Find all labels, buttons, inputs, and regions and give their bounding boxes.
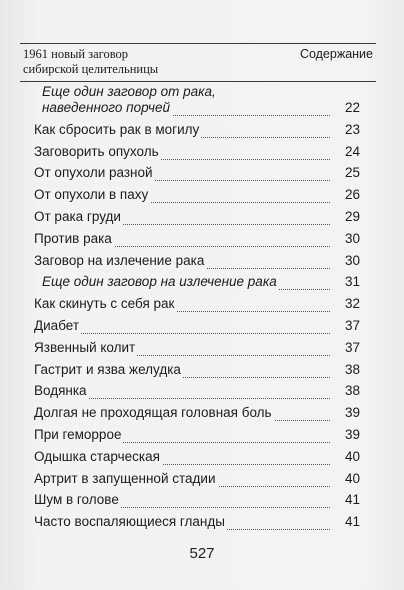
toc-entry (34, 250, 360, 272)
toc-entry-title: Гастрит и язва желудка (34, 361, 181, 377)
toc-entry-page: 31 (334, 274, 360, 290)
toc-entry (34, 206, 360, 228)
header-title-line-2: сибирской целительницы (23, 62, 159, 76)
toc-entry-page: 32 (334, 296, 360, 312)
toc-entry-page: 37 (334, 318, 360, 334)
toc-entry-title: Язвенный колит (34, 339, 136, 355)
toc-entry (34, 446, 360, 468)
page-number: 527 (189, 545, 215, 562)
toc-entry-page: 41 (334, 492, 360, 508)
toc-entry (34, 402, 360, 424)
toc-entry-page: 38 (334, 362, 360, 378)
toc-entry-title: Артрит в запущенной стадии (34, 470, 216, 486)
toc-entry (34, 424, 360, 446)
toc-entry-title: Долгая не проходящая головная боль (34, 405, 272, 421)
toc-entry (42, 97, 360, 119)
toc-entry-page: 30 (334, 231, 360, 247)
toc-entry-title: При геморрое (34, 427, 122, 442)
toc-entry-page: 29 (334, 209, 360, 225)
toc-entry-page: 22 (334, 100, 360, 116)
toc-entry-page: 41 (334, 514, 360, 530)
toc-entry-title: Часто воспаляющиеся гланды (34, 514, 225, 530)
toc-entry-title: Заговор на излечение рака (34, 252, 205, 268)
toc-entry-title: Как сбросить рак в могилу (34, 121, 200, 137)
toc-entry-title: От опухоли разной (34, 165, 153, 181)
toc-entry (34, 359, 360, 381)
toc-entry (34, 293, 360, 315)
toc-entry-page: 39 (334, 405, 360, 421)
toc-entry-title: Диабет (34, 318, 80, 333)
toc-entry-page: 37 (334, 340, 360, 356)
toc-entry-page: 40 (334, 471, 360, 487)
toc-entry-page: 30 (334, 253, 360, 269)
toc-entry (34, 468, 360, 490)
toc-entry-title: Шум в голове (34, 492, 119, 508)
toc-entry-title: Одышка старческая (34, 448, 160, 464)
header-section-name: Содержание (299, 47, 373, 61)
toc-entry-page: 26 (334, 187, 360, 203)
toc-entry (42, 271, 360, 293)
toc-entry-title: Заговорить опухоль (34, 143, 159, 159)
toc-entry-page: 39 (334, 427, 360, 443)
toc-entry (34, 228, 360, 250)
toc-entry-title: Против рака (34, 230, 112, 246)
toc-entry-page: 25 (334, 165, 360, 181)
toc-entry (34, 511, 360, 533)
toc-entry-title: Еще один заговор на излечение рака (42, 274, 277, 290)
toc-entry-page: 40 (334, 449, 360, 465)
toc-entry-page: 23 (334, 122, 360, 138)
toc-entry-page: 24 (334, 144, 360, 160)
toc-entry-title: наведенного порчей (42, 100, 170, 115)
toc-entry-title: Водянка (34, 383, 87, 399)
toc-entry-title: От опухоли в паху (34, 187, 149, 203)
toc-entry (34, 162, 360, 184)
toc-entry (34, 141, 360, 163)
toc-entry (34, 184, 360, 206)
toc-entry (34, 489, 360, 511)
toc-entry-title: Как скинуть с себя рак (34, 296, 175, 312)
toc-entry-title: От рака груди (34, 209, 121, 224)
toc-entry-page: 38 (334, 383, 360, 399)
header-title-line-1: 1961 новый заговор (23, 47, 129, 61)
toc-entry (34, 337, 360, 359)
toc-entry (34, 119, 360, 141)
toc-entry (34, 315, 360, 337)
toc-entry-first-line: Еще один заговор от рака, (42, 84, 216, 99)
toc-entry (34, 380, 360, 402)
